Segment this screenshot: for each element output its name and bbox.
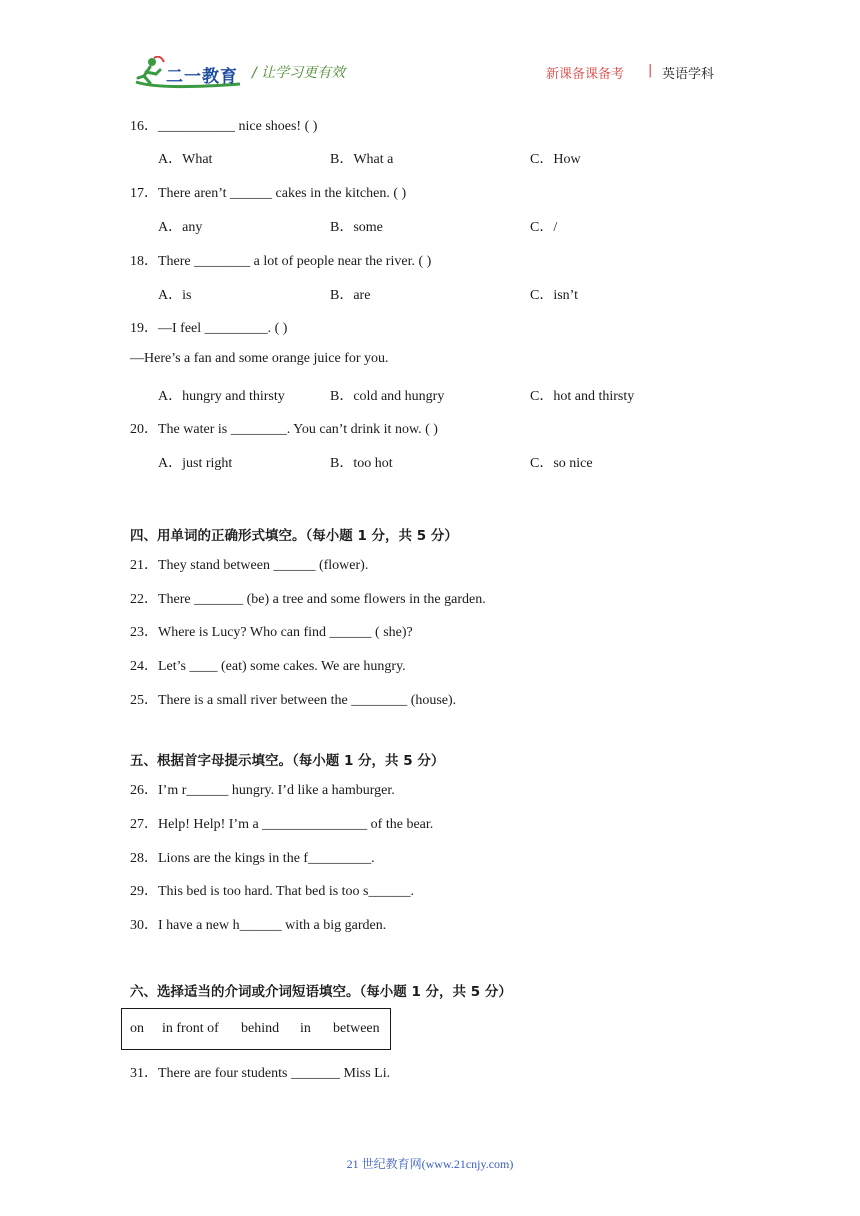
option-20-a: A．just right: [158, 456, 233, 471]
option-19-c: C．hot and thirsty: [530, 389, 635, 404]
question-24: 24．Let’s ____ (eat) some cakes. We are hungry.: [130, 659, 406, 674]
option-19-a: A．hungry and thirsty: [158, 389, 285, 404]
question-17: 17．There aren’t ______ cakes in the kitchen. ( ): [130, 186, 407, 201]
word-bank-item: behind: [241, 1021, 280, 1036]
question-26: 26．I’m r______ hungry. I’d like a hamburger.: [130, 783, 395, 798]
header-subject: 英语学科: [662, 67, 715, 82]
question-20: 20．The water is ________. You can’t drink it now. ( ): [130, 422, 438, 437]
question-29: 29．This bed is too hard. That bed is too s______.: [130, 884, 414, 899]
option-17-b: B．some: [330, 220, 383, 235]
question-31: 31．There are four students _______ Miss Li.: [130, 1066, 391, 1081]
question-25: 25．There is a small river between the ________ (house).: [130, 693, 457, 708]
option-17-a: A．any: [158, 220, 203, 235]
question-23: 23．Where is Lucy? Who can find ______ ( she)?: [130, 625, 413, 640]
option-16-b: B．What a: [330, 152, 394, 167]
section-6-title: 六、选择适当的介词或介词短语填空。（每小题 1 分，共 5 分）: [130, 984, 512, 1000]
option-17-c: C．/: [530, 220, 558, 235]
question-16: 16．___________ nice shoes! ( ): [130, 119, 318, 134]
slogan: / 让学习更有效: [252, 65, 346, 81]
question-28: 28．Lions are the kings in the f_________.: [130, 851, 375, 866]
word-bank-item: on: [130, 1021, 144, 1036]
question-18: 18．There ________ a lot of people near the river. ( ): [130, 254, 432, 269]
question-21: 21．They stand between ______ (flower).: [130, 558, 369, 573]
option-18-b: B．are: [330, 288, 371, 303]
word-bank-item: between: [333, 1021, 380, 1036]
page-footer: 21 世纪教育网(www.21cnjy.com): [346, 1157, 514, 1171]
header-separator: |: [648, 63, 653, 78]
option-20-b: B．too hot: [330, 456, 393, 471]
word-bank-item: in: [300, 1021, 311, 1036]
section-5-title: 五、根据首字母提示填空。（每小题 1 分，共 5 分）: [130, 753, 445, 769]
option-19-b: B．cold and hungry: [330, 389, 445, 404]
section-4-title: 四、用单词的正确形式填空。（每小题 1 分，共 5 分）: [130, 528, 458, 544]
option-18-c: C．isn’t: [530, 288, 578, 303]
question-19-response: —Here’s a fan and some orange juice for you.: [130, 351, 389, 366]
option-16-c: C．How: [530, 152, 581, 167]
question-19: 19．—I feel _________. ( ): [130, 321, 288, 336]
question-30: 30．I have a new h______ with a big garden.: [130, 918, 387, 933]
header-course-label: 新课备课备考: [546, 67, 625, 82]
question-27: 27．Help! Help! I’m a _______________ of the bear.: [130, 817, 434, 832]
option-20-c: C．so nice: [530, 456, 593, 471]
option-18-a: A．is: [158, 288, 192, 303]
word-bank-item: in front of: [162, 1021, 219, 1036]
question-22: 22．There _______ (be) a tree and some flowers in the garden.: [130, 592, 486, 607]
option-16-a: A．What: [158, 152, 213, 167]
logo-text: 二一教育: [166, 67, 238, 87]
